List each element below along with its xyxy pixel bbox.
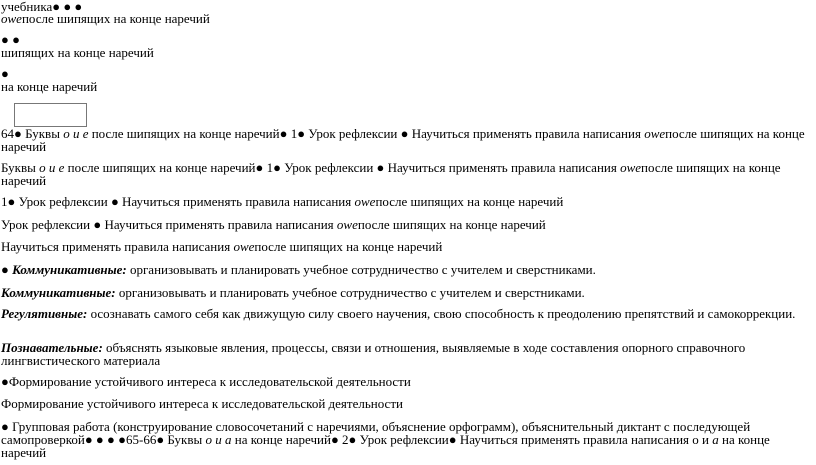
text-line-6 bbox=[1, 80, 812, 93]
line-text: после шипящих на конце наречий● 1● Урок рефлексии ● Научиться применять правила написания bbox=[64, 160, 621, 175]
line-text: Урок рефлексии ● Научиться применять правила написания bbox=[1, 217, 337, 232]
italic-fragment: а bbox=[712, 432, 719, 447]
line-text: Формирование устойчивого интереса к исследовательской деятельности bbox=[1, 396, 403, 411]
text-line-14 bbox=[1, 307, 812, 320]
bold-italic-fragment: Познавательные: bbox=[1, 340, 103, 355]
line-text: ● Групповая работа (конструирование словосочетаний с наречиями, объяснение орфограмм), объяснительный диктант с последующей самопроверкой● ● ● ●65-66● Буквы bbox=[1, 419, 751, 447]
line-text: 1● Урок рефлексии ● Научиться применять правила написания bbox=[1, 194, 355, 209]
line-text: после шипящих на конце наречий bbox=[1, 126, 805, 154]
italic-fragment: о и е bbox=[39, 160, 65, 175]
line-text: объяснять языковые явления, процессы, связи и отношения, выявляемые в ходе составления опорного справочного лингвистического материала bbox=[1, 340, 746, 368]
text-line-5 bbox=[1, 67, 812, 80]
line-text: на конце наречий bbox=[1, 432, 770, 460]
line-text: организовывать и планировать учебное сотрудничество с учителем и сверстниками. bbox=[126, 262, 596, 277]
text-line-8 bbox=[1, 161, 812, 187]
italic-fragment: owe bbox=[233, 239, 255, 254]
text-line-2 bbox=[1, 12, 812, 25]
text-line-18 bbox=[1, 420, 812, 459]
bold-italic-fragment: Регулятивные: bbox=[1, 306, 88, 321]
text-line-13 bbox=[1, 286, 812, 299]
line-text: ● bbox=[1, 66, 9, 81]
text-line-4 bbox=[1, 46, 812, 59]
line-text: после шипящих на конце наречий bbox=[357, 217, 546, 232]
line-text: Буквы bbox=[1, 160, 40, 175]
line-text: на конце наречий bbox=[1, 79, 98, 94]
bold-italic-fragment: Коммуникативные: bbox=[1, 285, 116, 300]
line-text: после шипящих на конце наречий bbox=[1, 160, 781, 188]
line-text: после шипящих на конце наречий bbox=[21, 11, 210, 26]
line-text: 64● Буквы bbox=[1, 126, 64, 141]
bold-italic-fragment: Коммуникативные: bbox=[12, 262, 127, 277]
line-text: осознавать самого себя как движущую силу своего научения, свою способность к преодолению препятствий и самокоррекции. bbox=[87, 306, 796, 321]
italic-fragment: owe bbox=[644, 126, 666, 141]
line-text: ● bbox=[1, 262, 13, 277]
italic-fragment: owe bbox=[620, 160, 642, 175]
text-line-12 bbox=[1, 263, 812, 276]
italic-fragment: о и е bbox=[63, 126, 89, 141]
italic-fragment: owe bbox=[354, 194, 376, 209]
text-line-10 bbox=[1, 218, 812, 231]
line-text: после шипящих на конце наречий bbox=[375, 194, 564, 209]
italic-fragment: owe bbox=[336, 217, 358, 232]
text-line-15 bbox=[1, 341, 812, 367]
empty-image-frame bbox=[14, 103, 87, 127]
line-text: шипящих на конце наречий bbox=[1, 45, 154, 60]
line-text: ●Формирование устойчивого интереса к исследовательской деятельности bbox=[1, 374, 411, 389]
text-line-11 bbox=[1, 240, 812, 253]
text-line-17 bbox=[1, 397, 812, 410]
line-text: ● ● bbox=[1, 32, 20, 47]
line-text: на конце наречий● 2● Урок рефлексии● Научиться применять правила написания о и bbox=[231, 432, 713, 447]
line-text: после шипящих на конце наречий bbox=[254, 239, 443, 254]
line-text: Научиться применять правила написания bbox=[1, 239, 234, 254]
text-line-9 bbox=[1, 195, 812, 208]
line-text: учебника● ● ● bbox=[1, 0, 83, 14]
text-line-7 bbox=[1, 127, 812, 153]
italic-fragment: о и а bbox=[205, 432, 232, 447]
italic-fragment: owe bbox=[1, 11, 22, 26]
text-line-16 bbox=[1, 375, 812, 388]
line-text: организовывать и планировать учебное сотрудничество с учителем и сверстниками. bbox=[115, 285, 585, 300]
line-text: после шипящих на конце наречий● 1● Урок рефлексии ● Научиться применять правила написания bbox=[88, 126, 645, 141]
